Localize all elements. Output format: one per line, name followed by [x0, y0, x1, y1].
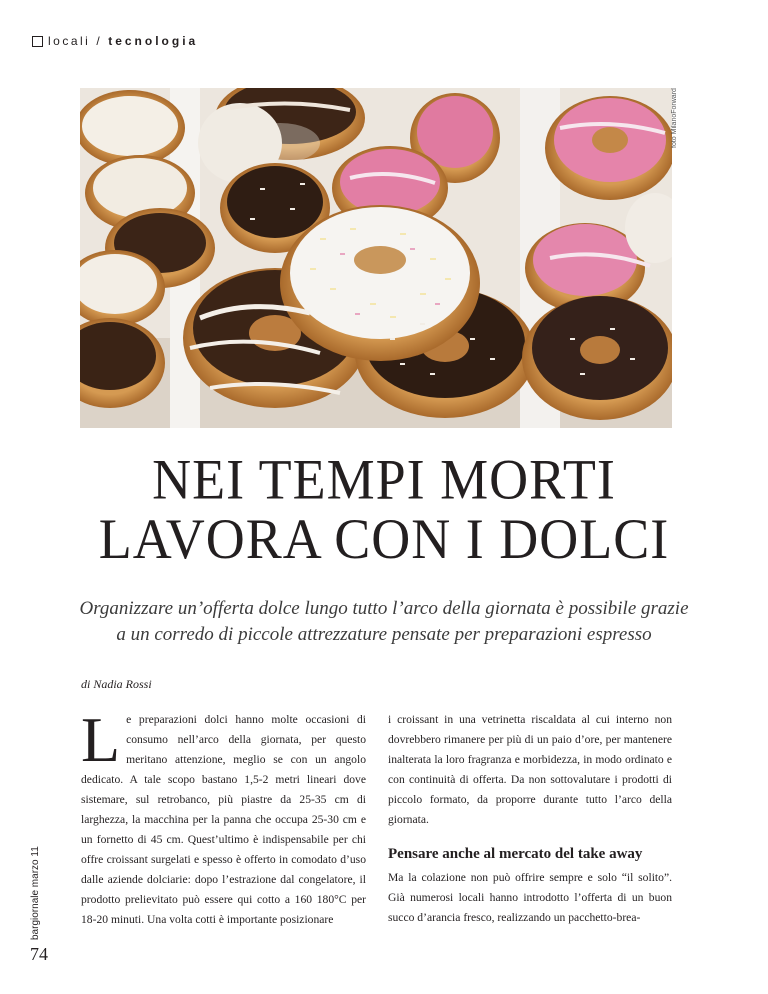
- square-box-icon: [32, 36, 43, 47]
- magazine-issue-label: bargiornale marzo 11: [30, 846, 41, 940]
- subtitle-line-2: a un corredo di piccole attrezzature pensate per preparazioni espresso: [116, 624, 652, 645]
- section-header: [32, 34, 198, 48]
- subsection-label: tecnologia: [108, 34, 199, 48]
- headline-line-1: NEI TEMPI MORTI: [152, 447, 616, 512]
- donuts-illustration: [80, 88, 672, 428]
- body-paragraph-3: Ma la colazione non può offrire sempre e solo “il solito”. Già numerosi locali hanno introdotto l’offerta di un buon succo d’arancia fresco, realizzando un pacchetto-brea-: [388, 871, 672, 924]
- photo-credit: foto MilanoForward: [671, 88, 678, 148]
- section-separator: /: [96, 34, 103, 48]
- body-paragraph-1: e preparazioni dolci hanno molte occasioni di consumo nell’arco della giornata, per questo meritano attenzione, meglio se con un angolo dedicato. A tale scopo bastano 1,5-2 metri lineari dove sistemare, sul retrobanco, più piastre da 25-35 cm di larghezza, la macchina per la panna che occupa 25-30 cm e un fornetto di 45 cm. Quest’ultimo è indispensabile per chi offre croissant surgelati e spesso è offerto in comodato d’uso dalle aziende dolciarie: dopo l’estrazione dal congelatore, il prodotto prelievitato può essere qui cotto a 160 180°C per 18-20 minuti. Una volta cotti è importante posizionare: [81, 713, 366, 926]
- drop-cap: L: [81, 704, 121, 775]
- hero-donuts-photo: [80, 88, 672, 428]
- subtitle-line-1: Organizzare un’offerta dolce lungo tutto l’arco della giornata è possibile grazie: [79, 598, 689, 619]
- article-subtitle: [60, 596, 708, 648]
- section-label: locali: [48, 34, 91, 48]
- headline-line-2: LAVORA CON I DOLCI: [98, 506, 670, 571]
- article-headline: [0, 447, 768, 571]
- body-column-right: [388, 710, 672, 928]
- author-byline: di Nadia Rossi: [81, 677, 152, 691]
- body-paragraph-2: i croissant in una vetrinetta riscaldata al cui interno non dovrebbero rimanere per più di un paio d’ore, per mantenere inalterata la loro fragranza e morbidezza, in modo ordinato e con continuità di offerta. Da non sottovalutare i prodotti di piccolo formato, da proporre durante tutto l’arco della giornata.: [388, 713, 672, 826]
- page-number: 74: [30, 944, 48, 964]
- body-column-left: [81, 704, 366, 930]
- section-subheading: Pensare anche al mercato del take away: [388, 846, 643, 862]
